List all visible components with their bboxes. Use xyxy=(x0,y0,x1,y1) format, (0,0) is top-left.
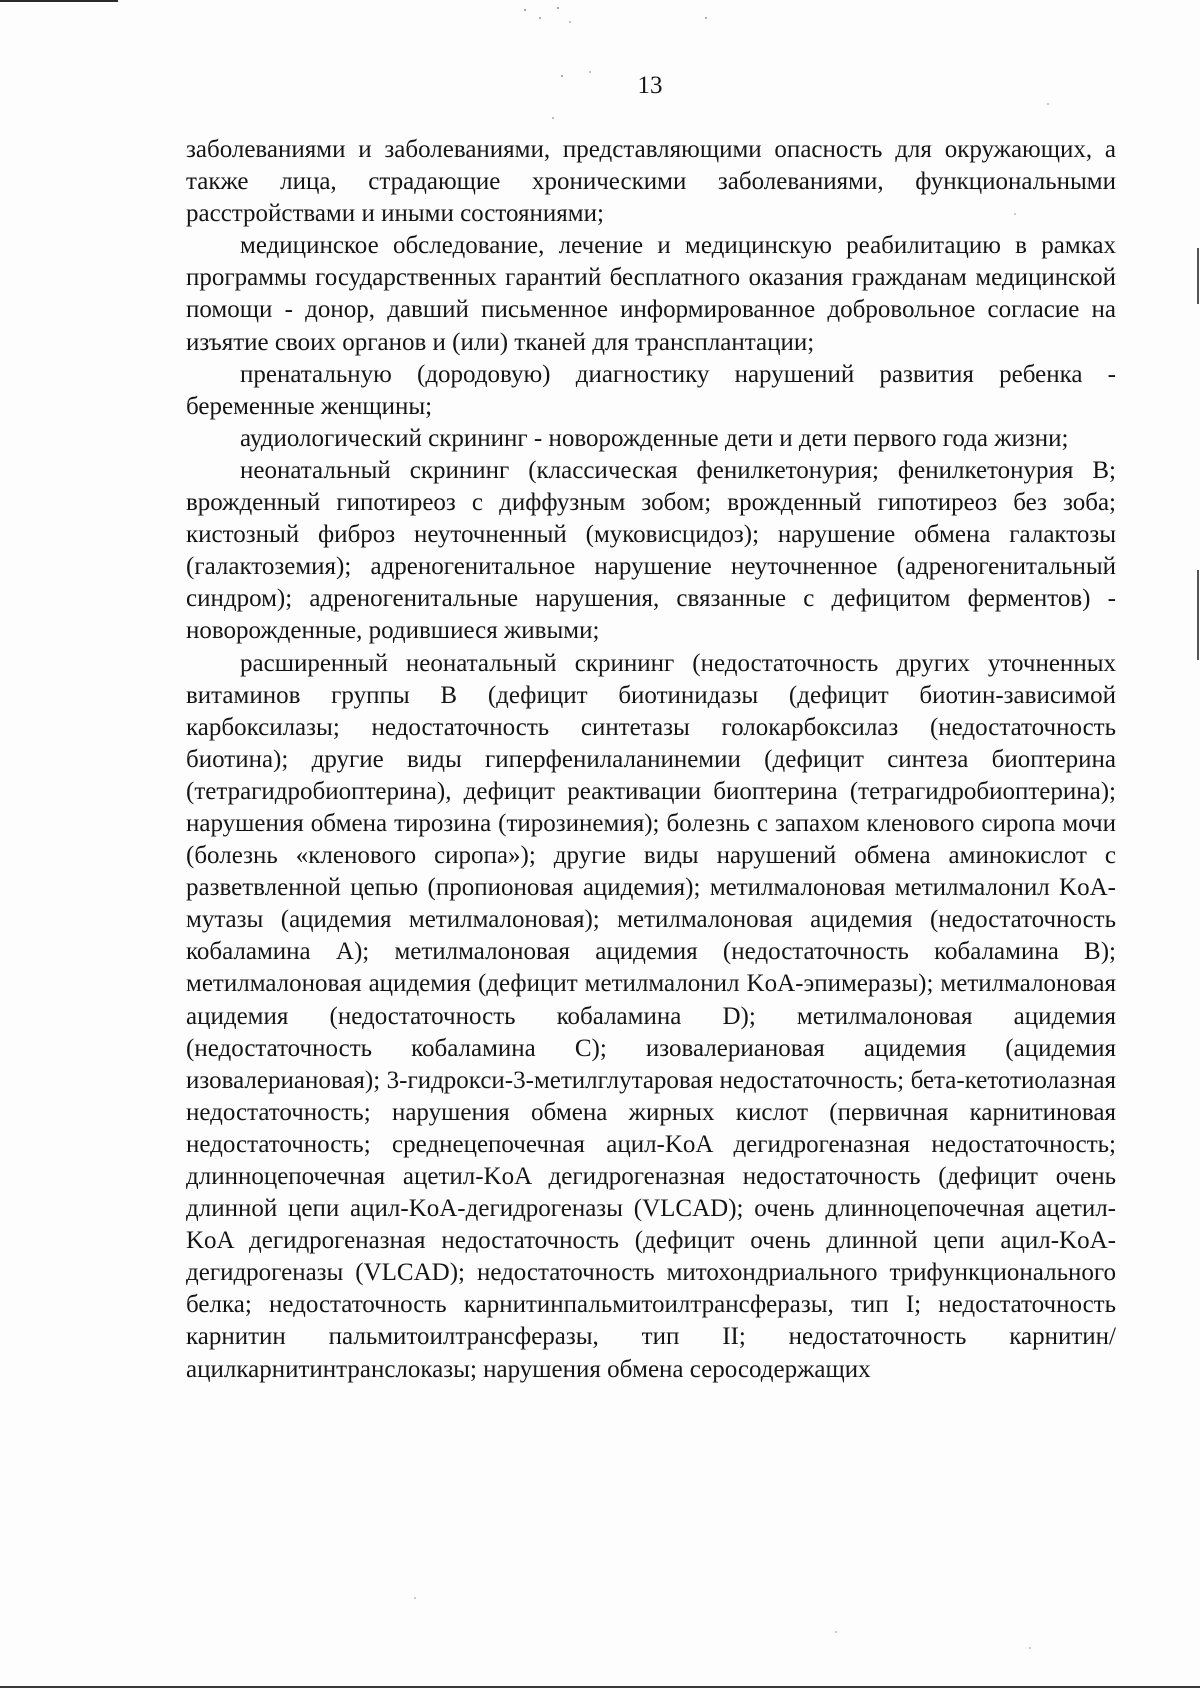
paragraph: неонатальный скрининг (классическая фенилкетонурия; фенилкетонурия B; врожденный гипотиреоз с диффузным зобом; врожденный гипотиреоз без зоба; кистозный фиброз неуточненный (муковисцидоз); нарушение обмена галактозы (галактоземия); адреногенитальное нарушение неуточненное (адреногенитальный синдром); адреногенитальные нарушения, связанные с дефицитом ферментов) - новорожденные, родившиеся живыми; xyxy=(186,456,1116,645)
paragraph: пренатальную (дородовую) диагностику нарушений развития ребенка - беременные женщины; xyxy=(186,360,1116,420)
document-body xyxy=(186,134,1116,1386)
paragraph: медицинское обследование, лечение и медицинскую реабилитацию в рамках программы государственных гарантий бесплатного оказания гражданам медицинской помощи - донор, давший письменное информированное добровольное согласие на изъятие своих органов и (или) тканей для трансплантации; xyxy=(186,232,1116,356)
paragraph: расширенный неонатальный скрининг (недостаточность других уточненных витаминов группы B (дефицит биотинидазы (дефицит биотин-зависимой карбоксилазы; недостаточность синтетазы голокарбоксилаз (недостаточность биотина); другие виды гиперфенилаланинемии (дефицит синтеза биоптерина (тетрагидробиоптерина), дефицит реактивации биоптерина (тетрагидробиоптерина); нарушения обмена тирозина (тирозинемия); болезнь с запахом кленового сиропа мочи (болезнь «кленового сиропа»); другие виды нарушений обмена аминокислот с разветвленной цепью (пропионовая ацидемия); метилмалоновая метилмалонил KoA-мутазы (ацидемия метилмалоновая); метилмалоновая ацидемия (недостаточность кобаламина A); метилмалоновая ацидемия (недостаточность кобаламина B); метилмалоновая ацидемия (дефицит метилмалонил KoA-эпимеразы); метилмалоновая ацидемия (недостаточность кобаламина D); метилмалоновая ацидемия (недостаточность кобаламина C); изовалериановая ацидемия (ацидемия изовалериановая); 3-гидрокси-3-метилглутаровая недостаточность; бета-кетотиолазная недостаточность; нарушения обмена жирных кислот (первичная карнитиновая недостаточность; среднецепочечная ацил-KoA дегидрогеназная недостаточность; длинноцепочечная ацетил-KoA дегидрогеназная недостаточность (дефицит очень длинной цепи ацил-KoA-дегидрогеназы (VLCAD); очень длинноцепочечная ацетил-KoA дегидрогеназная недостаточность (дефицит очень длинной цепи ацил-KoA-дегидрогеназы (VLCAD); недостаточность митохондриального трифункционального белка; недостаточность карнитинпальмитоилтрансферазы, тип I; недостаточность карнитин пальмитоилтрансферазы, тип II; недостаточность карнитин/ацилкарнитинтранслоказы; нарушения обмена серосодержащих xyxy=(186,649,1116,1383)
paragraph: заболеваниями и заболеваниями, представляющими опасность для окружающих, а также лица, страдающие хроническими заболеваниями, функциональными расстройствами и иными состояниями; xyxy=(186,136,1116,228)
paragraph: аудиологический скрининг - новорожденные дети и дети первого года жизни; xyxy=(240,424,1069,452)
page-number: 13 xyxy=(637,72,663,99)
